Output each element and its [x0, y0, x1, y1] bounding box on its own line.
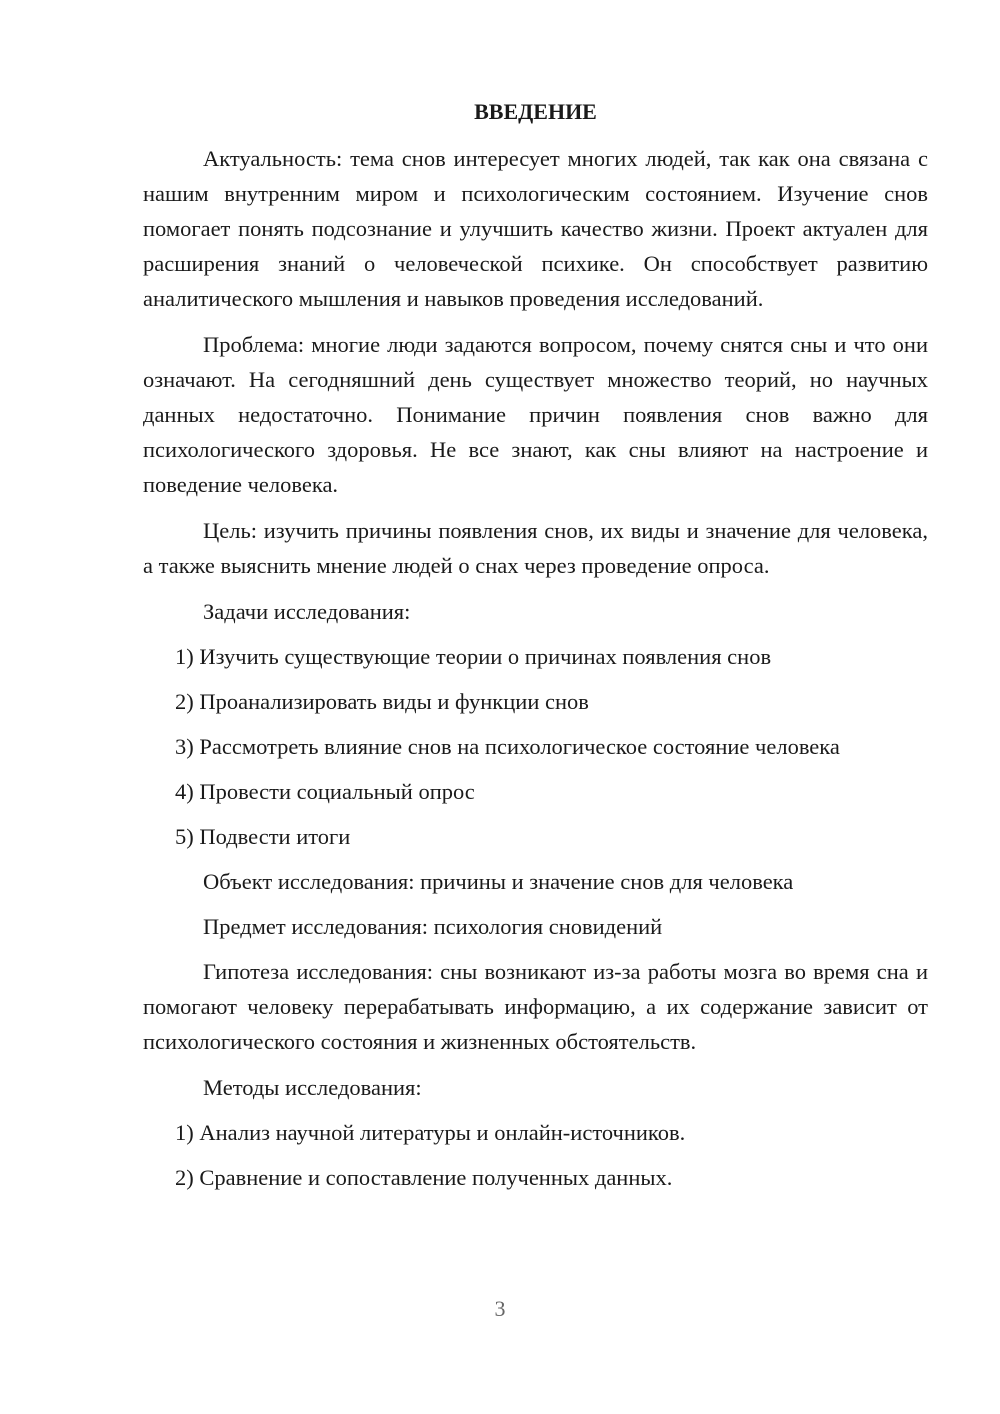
- document-page: [143, 94, 928, 1205]
- task-item: 5) Подвести итоги: [175, 824, 351, 849]
- hypothesis-paragraph: Гипотеза исследования: сны возникают из-за работы мозга во время сна и помогают человеку перерабатывать информацию, а их содержание зависит от психологического состояния и жизненных обстоятельств.: [143, 959, 928, 1054]
- task-item: 3) Рассмотреть влияние снов на психологическое состояние человека: [175, 734, 840, 759]
- research-object: Объект исследования: причины и значение снов для человека: [203, 869, 794, 894]
- method-item: 2) Сравнение и сопоставление полученных данных.: [175, 1165, 673, 1190]
- page-number: 3: [494, 1296, 506, 1321]
- research-subject: Предмет исследования: психология сновидений: [203, 914, 663, 939]
- task-item: 4) Провести социальный опрос: [175, 779, 475, 804]
- problem-paragraph: Проблема: многие люди задаются вопросом, почему снятся сны и что они означают. На сегодняшний день существует множество теорий, но научных данных недостаточно. Понимание причин появления снов важно для психологического здоровья. Не все знают, как сны влияют на настроение и поведение человека.: [143, 332, 928, 497]
- section-title: ВВЕДЕНИЕ: [474, 99, 597, 124]
- method-item: 1) Анализ научной литературы и онлайн-источников.: [175, 1120, 686, 1145]
- tasks-heading: Задачи исследования:: [203, 599, 411, 624]
- task-item: 2) Проанализировать виды и функции снов: [175, 689, 589, 714]
- methods-heading: Методы исследования:: [203, 1075, 422, 1100]
- relevance-paragraph: Актуальность: тема снов интересует многих людей, так как она связана с нашим внутренним миром и психологическим состоянием. Изучение снов помогает понять подсознание и улучшить качество жизни. Проект актуален для расширения знаний о человеческой психике. Он способствует развитию аналитического мышления и навыков проведения исследований.: [143, 146, 928, 311]
- task-item: 1) Изучить существующие теории о причинах появления снов: [175, 644, 772, 669]
- goal-paragraph: Цель: изучить причины появления снов, их виды и значение для человека, а также выяснить мнение людей о снах через проведение опроса.: [143, 518, 928, 578]
